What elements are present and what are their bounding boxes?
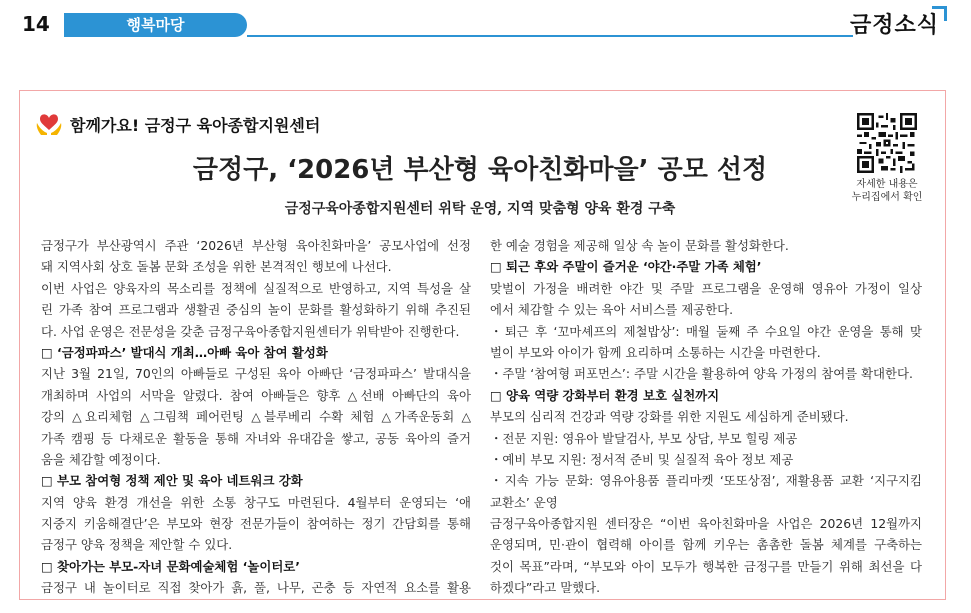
- section-heading: □ 부모 참여형 정책 제안 및 육아 네트워크 강화: [41, 473, 303, 489]
- page-header: [0, 0, 971, 44]
- body-text-line: 개최하며 사업의 서막을 알렸다. 참여 아빠들은 향후 △선배 아빠단의 육아: [41, 387, 471, 403]
- body-text-line: 금정구육아종합지원 센터장은 “이번 육아친화마을 사업은 2026년 12월까지: [490, 516, 922, 532]
- article-subheadline: 금정구육아종합지원센터 위탁 운영, 지역 맞춤형 양육 환경 구축: [284, 201, 676, 217]
- newsletter-brand: 금정소식: [849, 13, 939, 38]
- page-number: 14: [22, 12, 50, 36]
- body-text-line: 벌이 부모와 아이가 함께 요리하며 소통하는 시간을 마련한다.: [490, 344, 821, 360]
- body-text-line: 하겠다”라고 말했다.: [490, 580, 601, 596]
- body-text-line: 돼 지역사회 상호 돌봄 문화 조성을 위한 본격적인 행보에 나선다.: [41, 259, 392, 275]
- body-text-line: ・전문 지원: 영유아 발달검사, 부모 상담, 부모 힐링 제공: [490, 430, 798, 446]
- body-text-line: 이번 사업은 양육자의 목소리를 정책에 실질적으로 반영하고, 지역 특성을 살: [41, 280, 471, 296]
- section-heading: □ 찾아가는 부모-자녀 문화예술체험 ‘놀이터로’: [41, 558, 300, 574]
- qr-caption: [838, 178, 936, 204]
- body-text-line: ・퇴근 후 ‘꼬마셰프의 제철밥상’: 매월 둘째 주 수요일 야간 운영을 통해 맞: [490, 323, 922, 339]
- body-text-line: 지중지 키움해결단’은 부모와 현장 전문가들이 참여하는 정기 간담회를 통해: [41, 516, 471, 532]
- body-text-line: 부모의 심리적 건강과 역량 강화를 위한 지원도 세심하게 준비됐다.: [490, 409, 849, 425]
- body-text-line: 운영되며, 민·관이 협력해 아이를 함께 키우는 촘촘한 돌봄 체계를 구축하는: [490, 537, 922, 553]
- body-text-line: 금정구 내 놀이터로 직접 찾아가 흙, 풀, 나무, 곤충 등 자연적 요소를 활용: [41, 580, 471, 596]
- body-text-line: 지난 3월 21일, 70인의 아빠들로 구성된 육아 아빠단 ‘금정파파스’ 발대식을: [41, 366, 471, 382]
- body-text-line: 다. 사업 운영은 전문성을 갖춘 금정구육아종합지원센터가 위탁받아 진행한다.: [41, 323, 460, 339]
- body-text-line: 금정구가 부산광역시 주관 ‘2026년 부산형 육아친화마을’ 공모사업에 선정: [41, 238, 471, 253]
- body-text-line: 가족 캠핑 등 다채로운 활동을 통해 자녀와 유대감을 쌓고, 공동 육아의 즐거: [41, 430, 471, 446]
- body-text-line: ・지속 가능 문화: 영유아용품 플리마켓 ‘또또상점’, 재활용품 교환 ‘지구지킴: [490, 473, 922, 489]
- body-text-line: 맞벌이 가정을 배려한 야간 및 주말 프로그램을 운영해 영유아 가정이 일상: [490, 280, 922, 296]
- body-text-line: 강의 △요리체험 △그림책 페어런팅 △블루베리 수확 체험 △가족운동회 △: [41, 409, 471, 425]
- article-body-left-column: [41, 235, 471, 599]
- body-text-line: 교환소’ 운영: [490, 494, 558, 510]
- body-text-line: 한 예술 경험을 제공해 일상 속 놀이 문화를 활성화한다.: [490, 238, 789, 253]
- section-heading: □ ‘금정파파스’ 발대식 개최…아빠 육아 참여 활성화: [41, 344, 328, 360]
- body-text-line: ・주말 ‘참여형 퍼포먼스’: 주말 시간을 활용하여 양육 가정의 참여를 확대한다.: [490, 366, 913, 382]
- qr-caption-line: 누리집에서 확인: [851, 192, 923, 203]
- section-heading: □ 양육 역량 강화부터 환경 보호 실천까지: [490, 387, 720, 403]
- body-text-line: 린 가족 참여 프로그램과 생활권 중심의 놀이 문화를 활성화하기 위해 추진된: [41, 302, 471, 318]
- body-text-line: 금정구 양육 정책을 제안할 수 있다.: [41, 537, 233, 553]
- body-text-line: ・예비 부모 지원: 정서적 준비 및 실질적 육아 정보 제공: [490, 451, 794, 467]
- body-text-line: 지역 양육 환경 개선을 위한 소통 창구도 마련된다. 4월부터 운영되는 ‘애: [41, 494, 471, 510]
- section-heading: □ 퇴근 후와 주말이 즐거운 ‘야간·주말 가족 체험’: [490, 259, 762, 275]
- qr-caption-line: 자세한 내용은: [856, 179, 918, 190]
- organization-name: 함께가요! 금정구 육아종합지원센터: [70, 116, 321, 135]
- heart-hands-icon: [36, 111, 62, 135]
- body-text-line: 에서 체감할 수 있는 육아 서비스를 제공한다.: [490, 302, 734, 318]
- body-text-line: 움을 체감할 예정이다.: [41, 451, 161, 467]
- article-body-right-column: [490, 235, 922, 599]
- header-rule: [247, 35, 853, 37]
- body-text-line: 것이 목표”라며, “부모와 아이 모두가 행복한 금정구를 만들기 위해 최선을 다: [490, 558, 922, 574]
- qr-code-icon[interactable]: [857, 113, 917, 173]
- section-tab-label: 행복마당: [126, 16, 185, 34]
- brand-corner-mark: [932, 6, 947, 21]
- article-headline: 금정구, ‘2026년 부산형 육아친화마을’ 공모 선정: [192, 155, 768, 185]
